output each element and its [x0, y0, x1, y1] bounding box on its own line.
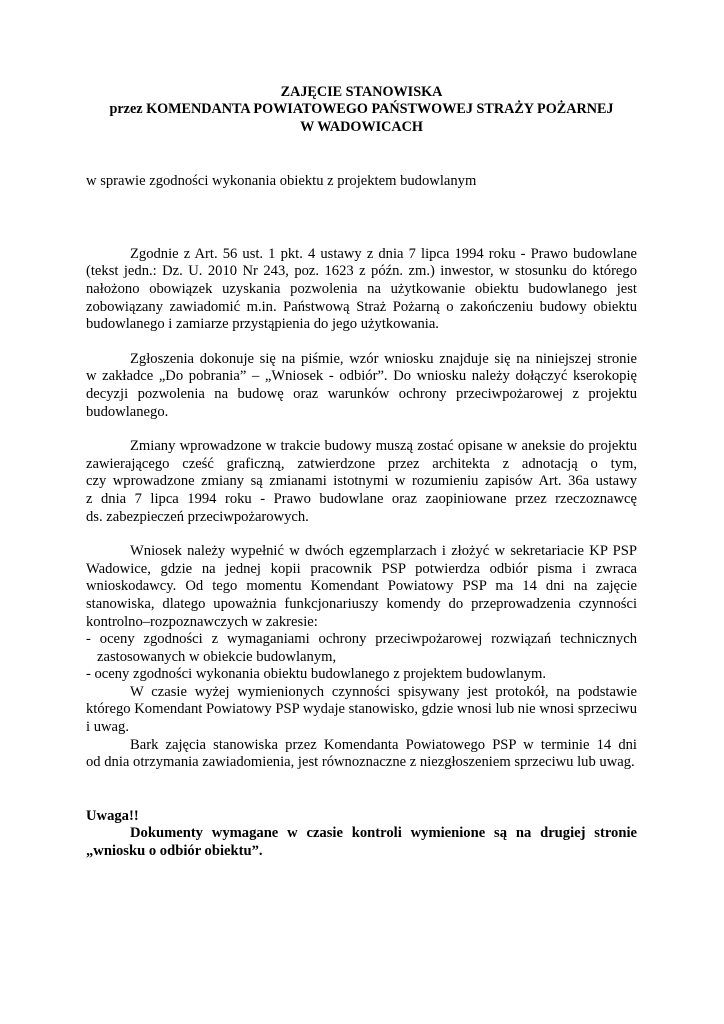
text-line: i uwag.: [86, 719, 129, 736]
title-line-1: ZAJĘCIE STANOWISKA: [280, 84, 443, 100]
text-line: ds. zabezpieczeń przeciwpożarowych.: [86, 508, 309, 525]
text-line: stanowiska, dlatego upoważnia funkcjonariuszy komendy do przeprowadzenia czynności: [86, 595, 637, 612]
title-line-2: przez KOMENDANTA POWIATOWEGO PAŃSTWOWEJ STRAŻY POŻARNEJ: [109, 101, 614, 118]
note-line: Dokumenty wymagane w czasie kontroli wymienione są na drugiej stronie: [130, 825, 637, 842]
document-page: [86, 84, 637, 861]
note-body: [86, 825, 637, 860]
text-line: z dnia 7 lipca 1994 roku - Prawo budowlane oraz zaopiniowane przez rzeczoznawcę: [86, 490, 637, 507]
text-line: od dnia otrzymania zawiadomienia, jest równoznaczne z niezgłoszeniem sprzeciwu lub uwag.: [86, 754, 635, 771]
text-line: zawierającego cześć graficzną, zatwierdzone przez architekta z adnotacją o tym,: [86, 455, 637, 472]
text-line: budowlanego.: [86, 403, 169, 420]
note-line: „wniosku o odbiór obiektu”.: [86, 843, 263, 860]
list-item: - oceny zgodności wykonania obiektu budowlanego z projektem budowlanym.: [86, 666, 546, 683]
text-line: czy wprowadzone zmiany są zmianami istotnymi w rozumieniu zapisów Art. 36a ustawy: [86, 473, 637, 490]
paragraph-changes: [86, 438, 637, 526]
paragraph-legal-basis: [86, 246, 637, 334]
text-line: kontrolno–rozpoznawczych w zakresie:: [86, 613, 318, 630]
text-line: w zakładce „Do pobrania” – „Wniosek - odbiór”. Do wniosku należy dołączyć kserokopię: [86, 368, 637, 385]
paragraph-application: [86, 351, 637, 421]
text-line: Wadowice, gdzie na jednej kopii pracownik PSP potwierdza odbiór pisma i zwraca: [86, 560, 637, 577]
title-line-3: W WADOWICACH: [300, 118, 423, 135]
text-line: Bark zajęcia stanowiska przez Komendanta Powiatowego PSP w terminie 14 dni: [130, 736, 637, 753]
text-line: którego Komendant Powiatowy PSP wydaje stanowisko, gdzie wnosi lub nie wnosi sprzeciwu: [86, 701, 637, 718]
text-line: Zgodnie z Art. 56 ust. 1 pkt. 4 ustawy z dnia 7 lipca 1994 roku - Prawo budowlane: [130, 245, 637, 262]
text-line: (tekst jedn.: Dz. U. 2010 Nr 243, poz. 1623 z późn. zm.) inwestor, w stosunku do którego: [86, 263, 637, 280]
text-line: zobowiązany zawiadomić m.in. Państwową Straż Pożarną o zakończeniu budowy obiektu: [86, 298, 637, 315]
document-title: [86, 84, 637, 136]
text-line: W czasie wyżej wymienionych czynności spisywany jest protokół, na podstawie: [130, 683, 637, 700]
text-line: Wniosek należy wypełnić w dwóch egzemplarzach i złożyć w sekretariacie KP PSP: [130, 543, 637, 560]
text-line: wnioskodawcy. Od tego momentu Komendant Powiatowy PSP ma 14 dni na zajęcie: [86, 578, 637, 595]
text-line: decyzji pozwolenia na budowę oraz warunków ochrony przeciwpożarowej z projektu: [86, 385, 637, 402]
text-line: Zgłoszenia dokonuje się na piśmie, wzór wniosku znajduje się na niniejszej stronie: [130, 350, 637, 367]
paragraph-procedure: [86, 543, 637, 772]
text-line: budowlanego i zamiarze przystąpienia do jego użytkowania.: [86, 316, 439, 333]
list-item-continuation: zastosowanych w obiekcie budowlanym,: [97, 648, 337, 665]
text-line: nałożono obowiązek uzyskania pozwolenia na użytkowanie obiektu budowlanego jest: [86, 281, 637, 297]
note-heading: Uwaga!!: [86, 807, 139, 824]
text-line: Zmiany wprowadzone w trakcie budowy muszą zostać opisane w aneksie do projektu: [130, 438, 637, 455]
list-item: - oceny zgodności z wymaganiami ochrony przeciwpożarowej rozwiązań technicznych: [86, 631, 637, 648]
document-subject: w sprawie zgodności wykonania obiektu z projektem budowlanym: [86, 173, 477, 190]
